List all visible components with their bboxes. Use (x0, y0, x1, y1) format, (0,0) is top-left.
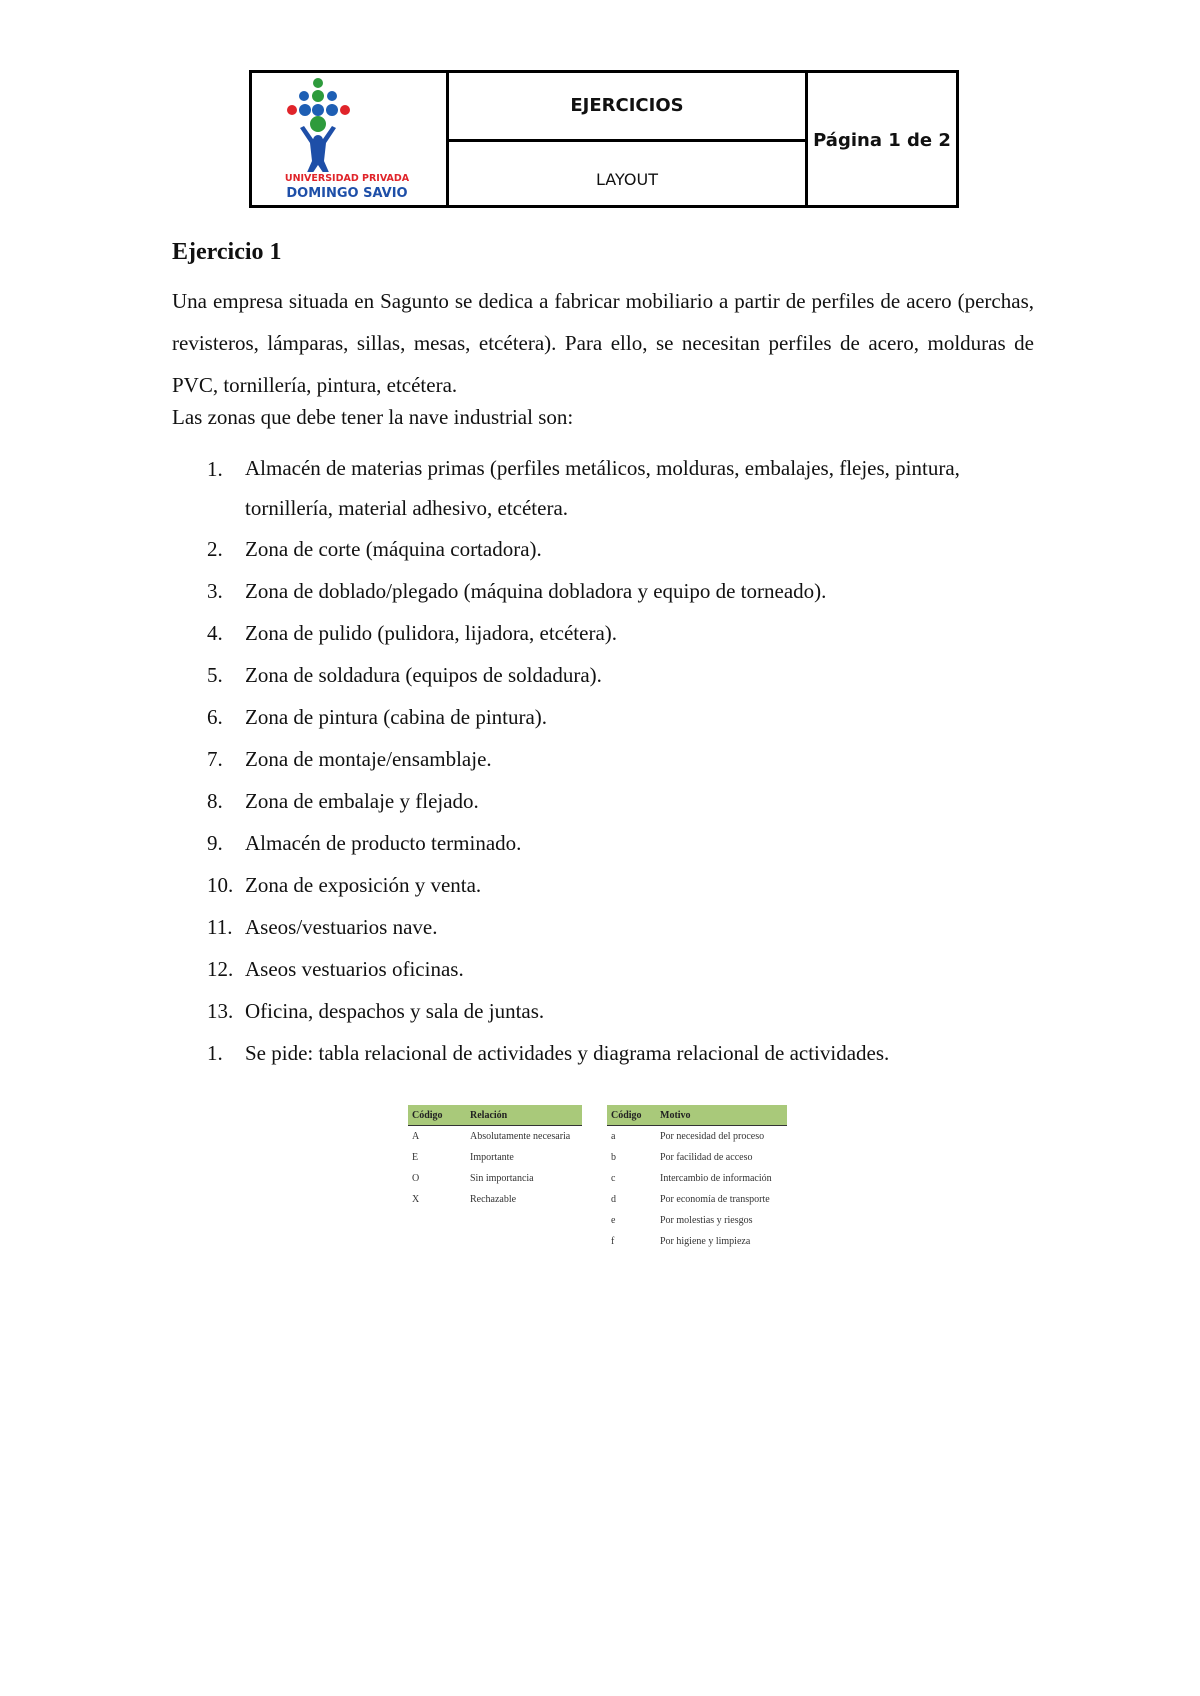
column-header: Código (607, 1105, 656, 1126)
table-cell: Por necesidad del proceso (660, 1131, 765, 1142)
header-page-cell (808, 73, 956, 205)
list-number: 6. (207, 705, 223, 729)
list-number: 1. (207, 457, 223, 481)
table-row (607, 1147, 787, 1168)
university-logo (252, 73, 449, 205)
table-cell: E (412, 1152, 419, 1163)
list-number: 3. (207, 579, 223, 603)
table-header-row (607, 1105, 787, 1126)
table-cell: Importante (470, 1152, 514, 1163)
relation-table (408, 1105, 582, 1210)
column-header: Relación (466, 1105, 582, 1126)
logo-line2: DOMINGO SAVIO (286, 186, 408, 201)
list-item (172, 654, 1034, 696)
list-number: 11. (207, 915, 233, 939)
list-text: Zona de embalaje y flejado. (245, 789, 479, 813)
list-item (172, 990, 1034, 1032)
page-indicator: Página 1 de 2 (813, 130, 951, 151)
list-item (172, 738, 1034, 780)
table-cell: Intercambio de información (660, 1173, 772, 1184)
table-row (607, 1210, 787, 1231)
list-text: Zona de exposición y venta. (245, 873, 482, 897)
table-cell: Rechazable (470, 1194, 517, 1205)
list-number: 13. (207, 999, 234, 1023)
list-item (172, 864, 1034, 906)
table-cell: Por molestias y riesgos (660, 1215, 753, 1226)
column-header: Código (408, 1105, 466, 1126)
list-item (172, 448, 1034, 528)
list-text: Almacén de materias primas (perfiles metálicos, molduras, embalajes, flejes, pintura, tornillería, material adhesivo, etcétera. (245, 456, 960, 520)
table-header-row (408, 1105, 582, 1126)
table-cell: c (611, 1173, 616, 1184)
list-text: Zona de doblado/plegado (máquina dobladora y equipo de torneado). (245, 579, 827, 603)
header-subtitle: LAYOUT (596, 170, 658, 189)
table-row (607, 1189, 787, 1210)
table-row (607, 1126, 787, 1148)
exercise-heading: Ejercicio 1 (172, 239, 282, 265)
column-header: Motivo (656, 1105, 787, 1126)
list-text: Zona de corte (máquina cortadora). (245, 537, 542, 561)
list-number: 4. (207, 621, 223, 645)
list-item (172, 570, 1034, 612)
zone-list (172, 448, 1034, 1074)
table-cell: Por facilidad de acceso (660, 1152, 753, 1163)
table-cell: f (611, 1236, 615, 1247)
list-text: Oficina, despachos y sala de juntas. (245, 999, 545, 1023)
list-number: 10. (207, 873, 234, 897)
zones-intro: Las zonas que debe tener la nave industrial son: (172, 405, 574, 429)
table-cell: a (611, 1131, 616, 1142)
list-text: Zona de pintura (cabina de pintura). (245, 705, 548, 729)
table-cell: Sin importancia (470, 1173, 534, 1184)
list-number: 7. (207, 747, 223, 771)
list-text: Zona de soldadura (equipos de soldadura). (245, 663, 602, 687)
list-item (172, 822, 1034, 864)
table-cell: d (611, 1194, 616, 1205)
list-item (172, 528, 1034, 570)
list-text: Zona de pulido (pulidora, lijadora, etcétera). (245, 621, 618, 645)
list-number: 8. (207, 789, 223, 813)
list-text: Zona de montaje/ensamblaje. (245, 747, 492, 771)
list-item (172, 696, 1034, 738)
table-row (408, 1126, 582, 1148)
list-item (172, 906, 1034, 948)
table-cell: e (611, 1215, 616, 1226)
list-text: Aseos/vestuarios nave. (245, 915, 438, 939)
table-cell: Absolutamente necesaria (470, 1131, 571, 1142)
list-item (172, 780, 1034, 822)
document-header (249, 70, 959, 208)
motive-table (607, 1105, 787, 1252)
list-number: 1. (207, 1041, 223, 1065)
table-cell: O (412, 1173, 420, 1184)
table-row (607, 1168, 787, 1189)
logo-line1: UNIVERSIDAD PRIVADA (284, 173, 410, 184)
table-row (408, 1189, 582, 1210)
table-cell: A (412, 1131, 420, 1142)
list-number: 2. (207, 537, 223, 561)
list-number: 9. (207, 831, 223, 855)
exercise-paragraph: Una empresa situada en Sagunto se dedica a fabricar mobiliario a partir de perfiles de acero (perchas, revisteros, lámparas, sillas, mesas, etcétera). Para ello, se necesitan perfiles de acero, molduras de PVC, tornillería, pintura, etcétera. (172, 289, 1034, 397)
table-cell: Por economía de transporte (660, 1194, 770, 1205)
header-title: EJERCICIOS (570, 95, 684, 116)
list-number: 5. (207, 663, 223, 687)
list-item (172, 1032, 1034, 1074)
list-item (172, 948, 1034, 990)
table-row (607, 1231, 787, 1252)
list-text: Aseos vestuarios oficinas. (245, 957, 464, 981)
header-title-cell (449, 73, 808, 205)
table-row (408, 1147, 582, 1168)
list-text: Se pide: tabla relacional de actividades y diagrama relacional de actividades. (245, 1041, 890, 1065)
table-cell: Por higiene y limpieza (660, 1236, 751, 1247)
list-text: Almacén de producto terminado. (245, 831, 522, 855)
table-cell: X (412, 1194, 420, 1205)
list-item (172, 612, 1034, 654)
university-logo-graphic (252, 73, 446, 205)
table-row (408, 1168, 582, 1189)
table-cell: b (611, 1152, 616, 1163)
list-number: 12. (207, 957, 234, 981)
